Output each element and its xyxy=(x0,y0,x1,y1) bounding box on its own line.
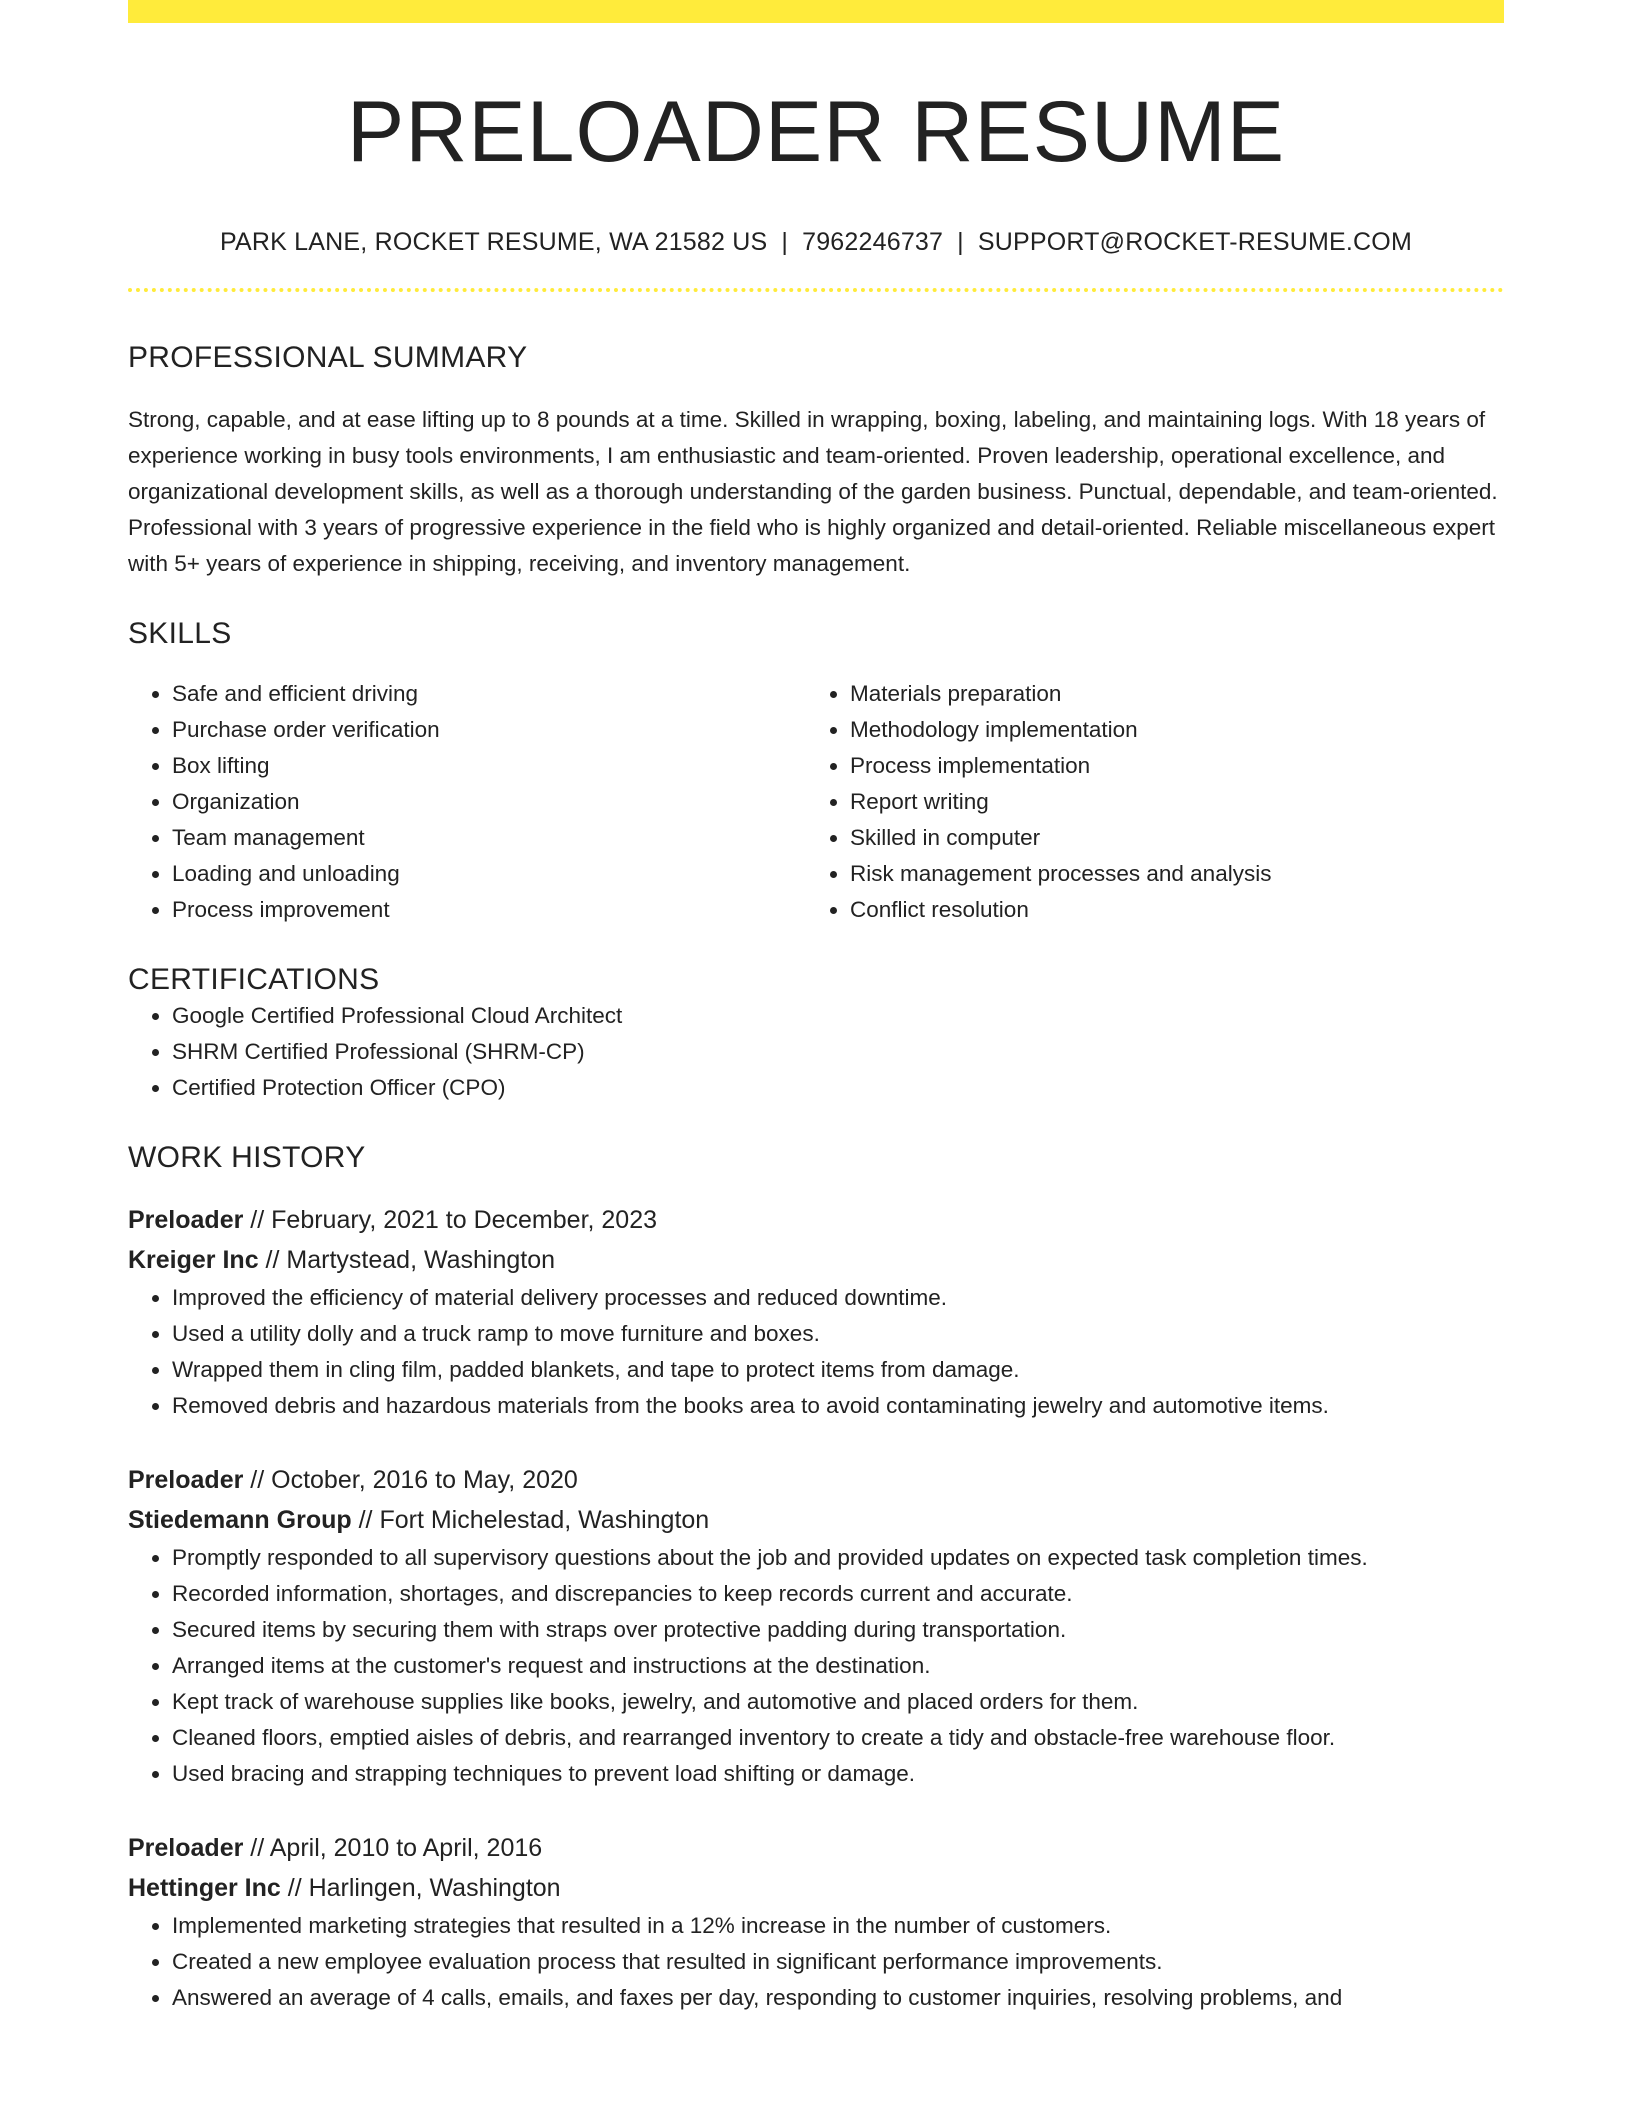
job-bullet: • Answered an average of 4 calls, emails, and faxes per day, responding to customer inquiries, resolving problems, and xyxy=(172,1980,1504,2016)
job-bullet: • Wrapped them in cling film, padded blankets, and tape to protect items from damage. xyxy=(172,1352,1504,1388)
job-title-line xyxy=(128,1460,1504,1500)
job-separator: // xyxy=(243,1834,270,1863)
job-role: Preloader xyxy=(128,1206,244,1235)
job-title-line xyxy=(128,1828,1504,1868)
skills-column-right xyxy=(806,676,1484,928)
job-bullet-list xyxy=(128,1540,1504,1792)
summary-heading: PROFESSIONAL SUMMARY xyxy=(128,341,528,375)
contact-separator: | xyxy=(781,227,789,256)
skills-list-left xyxy=(128,676,806,928)
skill-item: • Skilled in computer xyxy=(850,820,1484,856)
job-entry xyxy=(128,1460,1504,1792)
job-separator: // xyxy=(280,1874,309,1903)
job-company: Kreiger Inc xyxy=(128,1246,259,1275)
job-role: Preloader xyxy=(128,1466,244,1495)
job-bullet: • Used a utility dolly and a truck ramp to move furniture and boxes. xyxy=(172,1316,1504,1352)
skill-item: • Materials preparation xyxy=(850,676,1484,712)
contact-email: SUPPORT@ROCKET-RESUME.COM xyxy=(977,227,1412,256)
certification-item: • Google Certified Professional Cloud Architect xyxy=(172,998,1504,1034)
job-company: Stiedemann Group xyxy=(128,1506,352,1535)
skills-heading: SKILLS xyxy=(128,617,232,651)
skill-item: • Report writing xyxy=(850,784,1484,820)
job-dates: April, 2010 to April, 2016 xyxy=(269,1834,543,1863)
work-history-list xyxy=(128,1200,1504,2016)
skill-item: • Risk management processes and analysis xyxy=(850,856,1484,892)
skills-list-right xyxy=(806,676,1484,928)
contact-line xyxy=(128,226,1504,259)
work-history-heading: WORK HISTORY xyxy=(128,1141,366,1175)
job-entry xyxy=(128,1828,1504,2016)
contact-separator: | xyxy=(957,227,964,256)
skill-item: • Purchase order verification xyxy=(172,712,806,748)
certification-item: • Certified Protection Officer (CPO) xyxy=(172,1070,1504,1106)
skill-item: • Methodology implementation xyxy=(850,712,1484,748)
skill-item: • Team management xyxy=(172,820,806,856)
resume-name: PRELOADER RESUME xyxy=(346,84,1286,180)
skill-item: • Conflict resolution xyxy=(850,892,1484,928)
certification-item: • SHRM Certified Professional (SHRM-CP) xyxy=(172,1034,1504,1070)
job-separator: // xyxy=(258,1246,287,1275)
skill-item: • Process improvement xyxy=(172,892,806,928)
job-bullet: • Kept track of warehouse supplies like books, jewelry, and automotive and placed orders for them. xyxy=(172,1684,1504,1720)
skill-item: • Process implementation xyxy=(850,748,1484,784)
job-bullet: • Arranged items at the customer's request and instructions at the destination. xyxy=(172,1648,1504,1684)
job-bullet: • Created a new employee evaluation process that resulted in significant performance improvements. xyxy=(172,1944,1504,1980)
job-bullet: • Promptly responded to all supervisory questions about the job and provided updates on expected task completion times. xyxy=(172,1540,1504,1576)
job-bullet: • Implemented marketing strategies that resulted in a 12% increase in the number of customers. xyxy=(172,1908,1504,1944)
accent-top-bar xyxy=(128,0,1504,23)
job-bullet: • Cleaned floors, emptied aisles of debris, and rearranged inventory to create a tidy and obstacle-free warehouse floor. xyxy=(172,1720,1504,1756)
resume-page xyxy=(128,0,1504,2016)
job-dates: October, 2016 to May, 2020 xyxy=(271,1466,578,1495)
job-bullet: • Secured items by securing them with straps over protective padding during transportation. xyxy=(172,1612,1504,1648)
job-bullet: • Recorded information, shortages, and discrepancies to keep records current and accurate. xyxy=(172,1576,1504,1612)
certifications-list xyxy=(128,998,1504,1106)
job-location: Fort Michelestad, Washington xyxy=(379,1506,710,1535)
job-bullet: • Improved the efficiency of material delivery processes and reduced downtime. xyxy=(172,1280,1504,1316)
job-company-line xyxy=(128,1500,1504,1540)
job-company-line xyxy=(128,1240,1504,1280)
job-bullet: • Removed debris and hazardous materials from the books area to avoid contaminating jewelry and automotive items. xyxy=(172,1388,1504,1424)
job-entry xyxy=(128,1200,1504,1424)
skill-item: • Loading and unloading xyxy=(172,856,806,892)
job-location: Harlingen, Washington xyxy=(308,1874,561,1903)
job-bullet-list xyxy=(128,1280,1504,1424)
job-title-line xyxy=(128,1200,1504,1240)
job-company: Hettinger Inc xyxy=(128,1874,281,1903)
skill-item: • Safe and efficient driving xyxy=(172,676,806,712)
job-separator: // xyxy=(351,1506,380,1535)
summary-text: Strong, capable, and at ease lifting up to 8 pounds at a time. Skilled in wrapping, boxing, labeling, and maintaining logs. With 18 years of experience working in busy tools environments, I am enthusiastic and team-oriented. Proven leadership, operational excellence, and organizational development skills, as well as a thorough understanding of the garden business. Punctual, dependable, and team-oriented. Professional with 3 years of progressive experience in the field who is highly organized and detail-oriented. Reliable miscellaneous expert with 5+ years of experience in shipping, receiving, and inventory management. xyxy=(128,407,1498,577)
skill-item: • Organization xyxy=(172,784,806,820)
job-separator: // xyxy=(243,1206,272,1235)
job-dates: February, 2021 to December, 2023 xyxy=(271,1206,658,1235)
dotted-divider xyxy=(128,288,1504,292)
job-bullet: • Used bracing and strapping techniques to prevent load shifting or damage. xyxy=(172,1756,1504,1792)
contact-phone: 7962246737 xyxy=(802,227,944,256)
contact-address: PARK LANE, ROCKET RESUME, WA 21582 US xyxy=(220,227,768,256)
skills-grid xyxy=(128,676,1504,928)
certifications-heading: CERTIFICATIONS xyxy=(128,963,380,997)
skill-item: • Box lifting xyxy=(172,748,806,784)
job-separator: // xyxy=(243,1466,272,1495)
job-location: Martystead, Washington xyxy=(286,1246,556,1275)
skills-column-left xyxy=(128,676,806,928)
job-role: Preloader xyxy=(128,1834,244,1863)
job-company-line xyxy=(128,1868,1504,1908)
job-bullet-list xyxy=(128,1908,1504,2016)
